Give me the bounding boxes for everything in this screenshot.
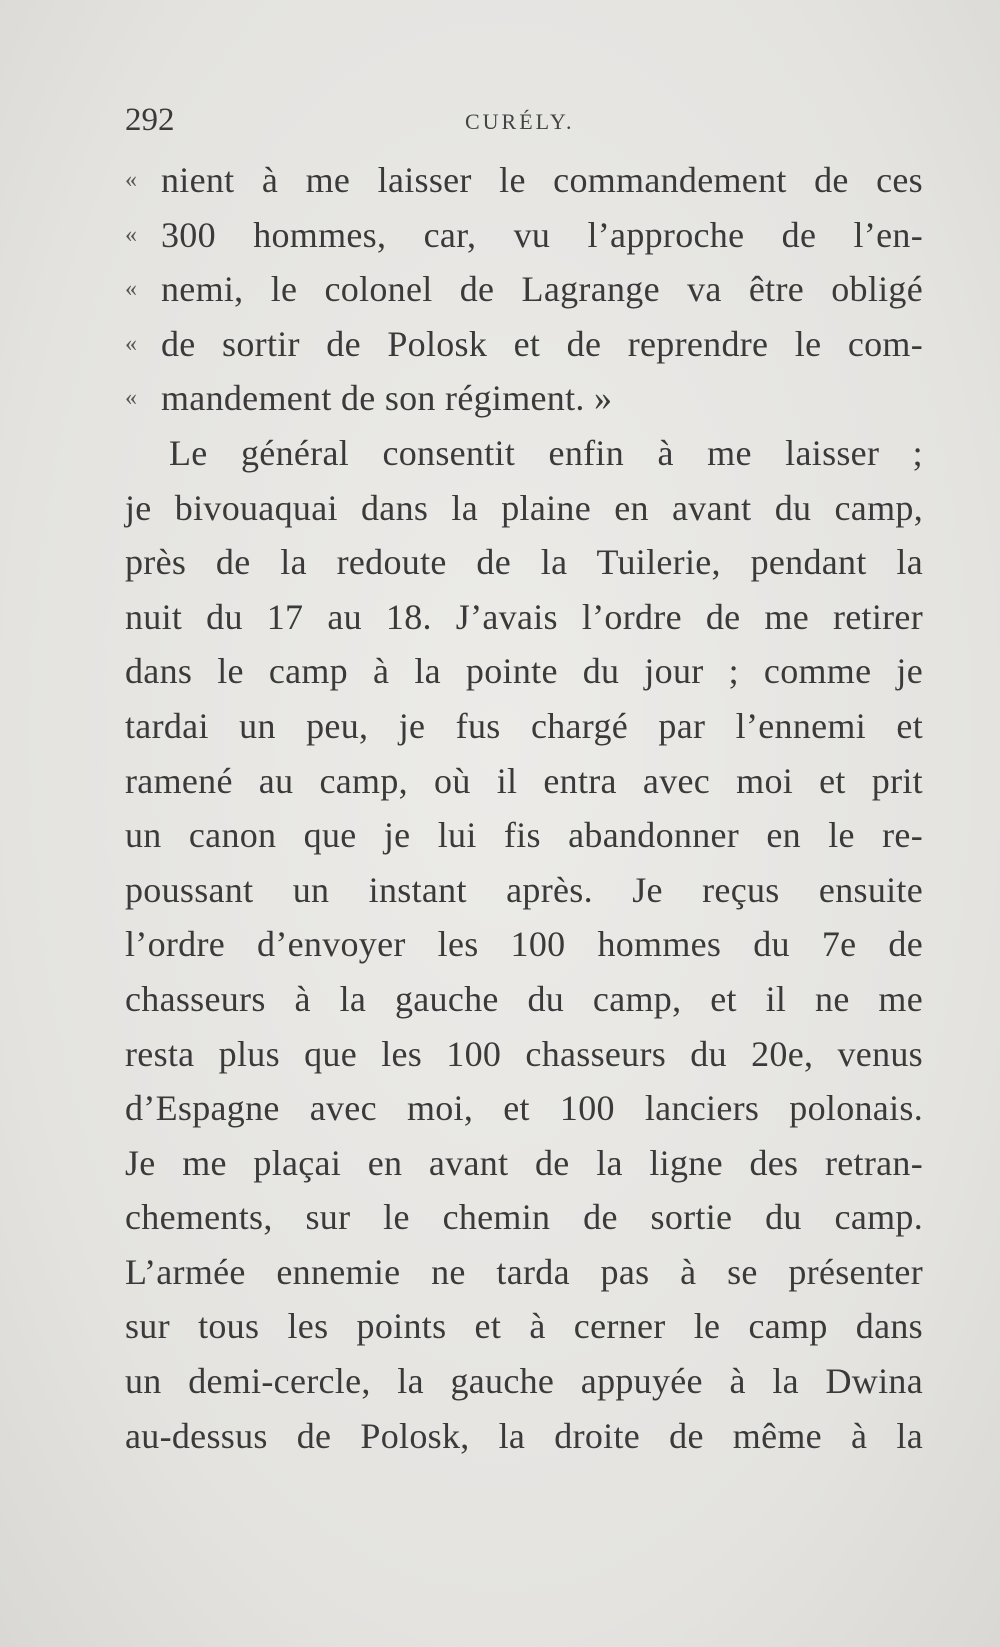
quoted-line-text: 300 hommes, car, vu l’approche de l’en- [161, 214, 923, 255]
paragraph-line: au-dessus de Polosk, la droite de même à la [125, 1415, 923, 1456]
quoted-line [125, 317, 923, 372]
paragraph-line: d’Espagne avec moi, et 100 lanciers polonais. [125, 1088, 923, 1129]
page-number: 292 [125, 102, 175, 138]
paragraph-line: ramené au camp, où il entra avec moi et prit [125, 760, 923, 801]
running-head: CURÉLY. [465, 109, 575, 134]
paragraph-line: je bivouaquai dans la plaine en avant du camp, [125, 487, 923, 528]
quoted-line [125, 208, 923, 263]
quote-mark: « [125, 385, 138, 412]
page-header [125, 98, 925, 142]
paragraph-line: L’armée ennemie ne tarda pas à se présenter [125, 1251, 923, 1292]
paragraph-line: sur tous les points et à cerner le camp dans [125, 1306, 923, 1347]
quoted-line-text: de sortir de Polosk et de reprendre le com- [161, 323, 923, 364]
paragraph-line: resta plus que les 100 chasseurs du 20e, venus [125, 1033, 923, 1074]
quoted-line-text: nient à me laisser le commandement de ces [161, 160, 923, 200]
paragraph-line: Je me plaçai en avant de la ligne des retran- [125, 1142, 923, 1183]
paragraph-line: l’ordre d’envoyer les 100 hommes du 7e de [125, 924, 923, 965]
quoted-line [125, 371, 923, 426]
quoted-line [125, 262, 923, 317]
quoted-line-text: nemi, le colonel de Lagrange va être obligé [161, 269, 923, 310]
paragraph-line: chasseurs à la gauche du camp, et il ne me [125, 978, 923, 1019]
quote-mark: « [125, 330, 138, 357]
paragraph-line: un demi-cercle, la gauche appuyée à la Dwina [125, 1361, 923, 1402]
paragraph-line: poussant un instant après. Je reçus ensuite [125, 869, 923, 910]
body-text [125, 153, 923, 1463]
quoted-line [125, 153, 923, 208]
quote-mark: « [125, 167, 138, 193]
paragraph-line: nuit du 17 au 18. J’avais l’ordre de me retirer [125, 596, 923, 637]
paragraph-line: près de la redoute de la Tuilerie, pendant la [125, 542, 923, 583]
paragraph-line: un canon que je lui fis abandonner en le re- [125, 815, 923, 856]
paragraph-line: Le général consentit enfin à me laisser ; [169, 432, 923, 473]
quote-mark: « [125, 221, 138, 248]
paragraph-line: dans le camp à la pointe du jour ; comme je [125, 651, 923, 692]
paragraph-line: chements, sur le chemin de sortie du camp. [125, 1197, 923, 1238]
quoted-line-text: mandement de son régiment. » [161, 378, 613, 419]
paragraph-line: tardai un peu, je fus chargé par l’ennemi et [125, 705, 923, 746]
quote-mark: « [125, 276, 138, 303]
